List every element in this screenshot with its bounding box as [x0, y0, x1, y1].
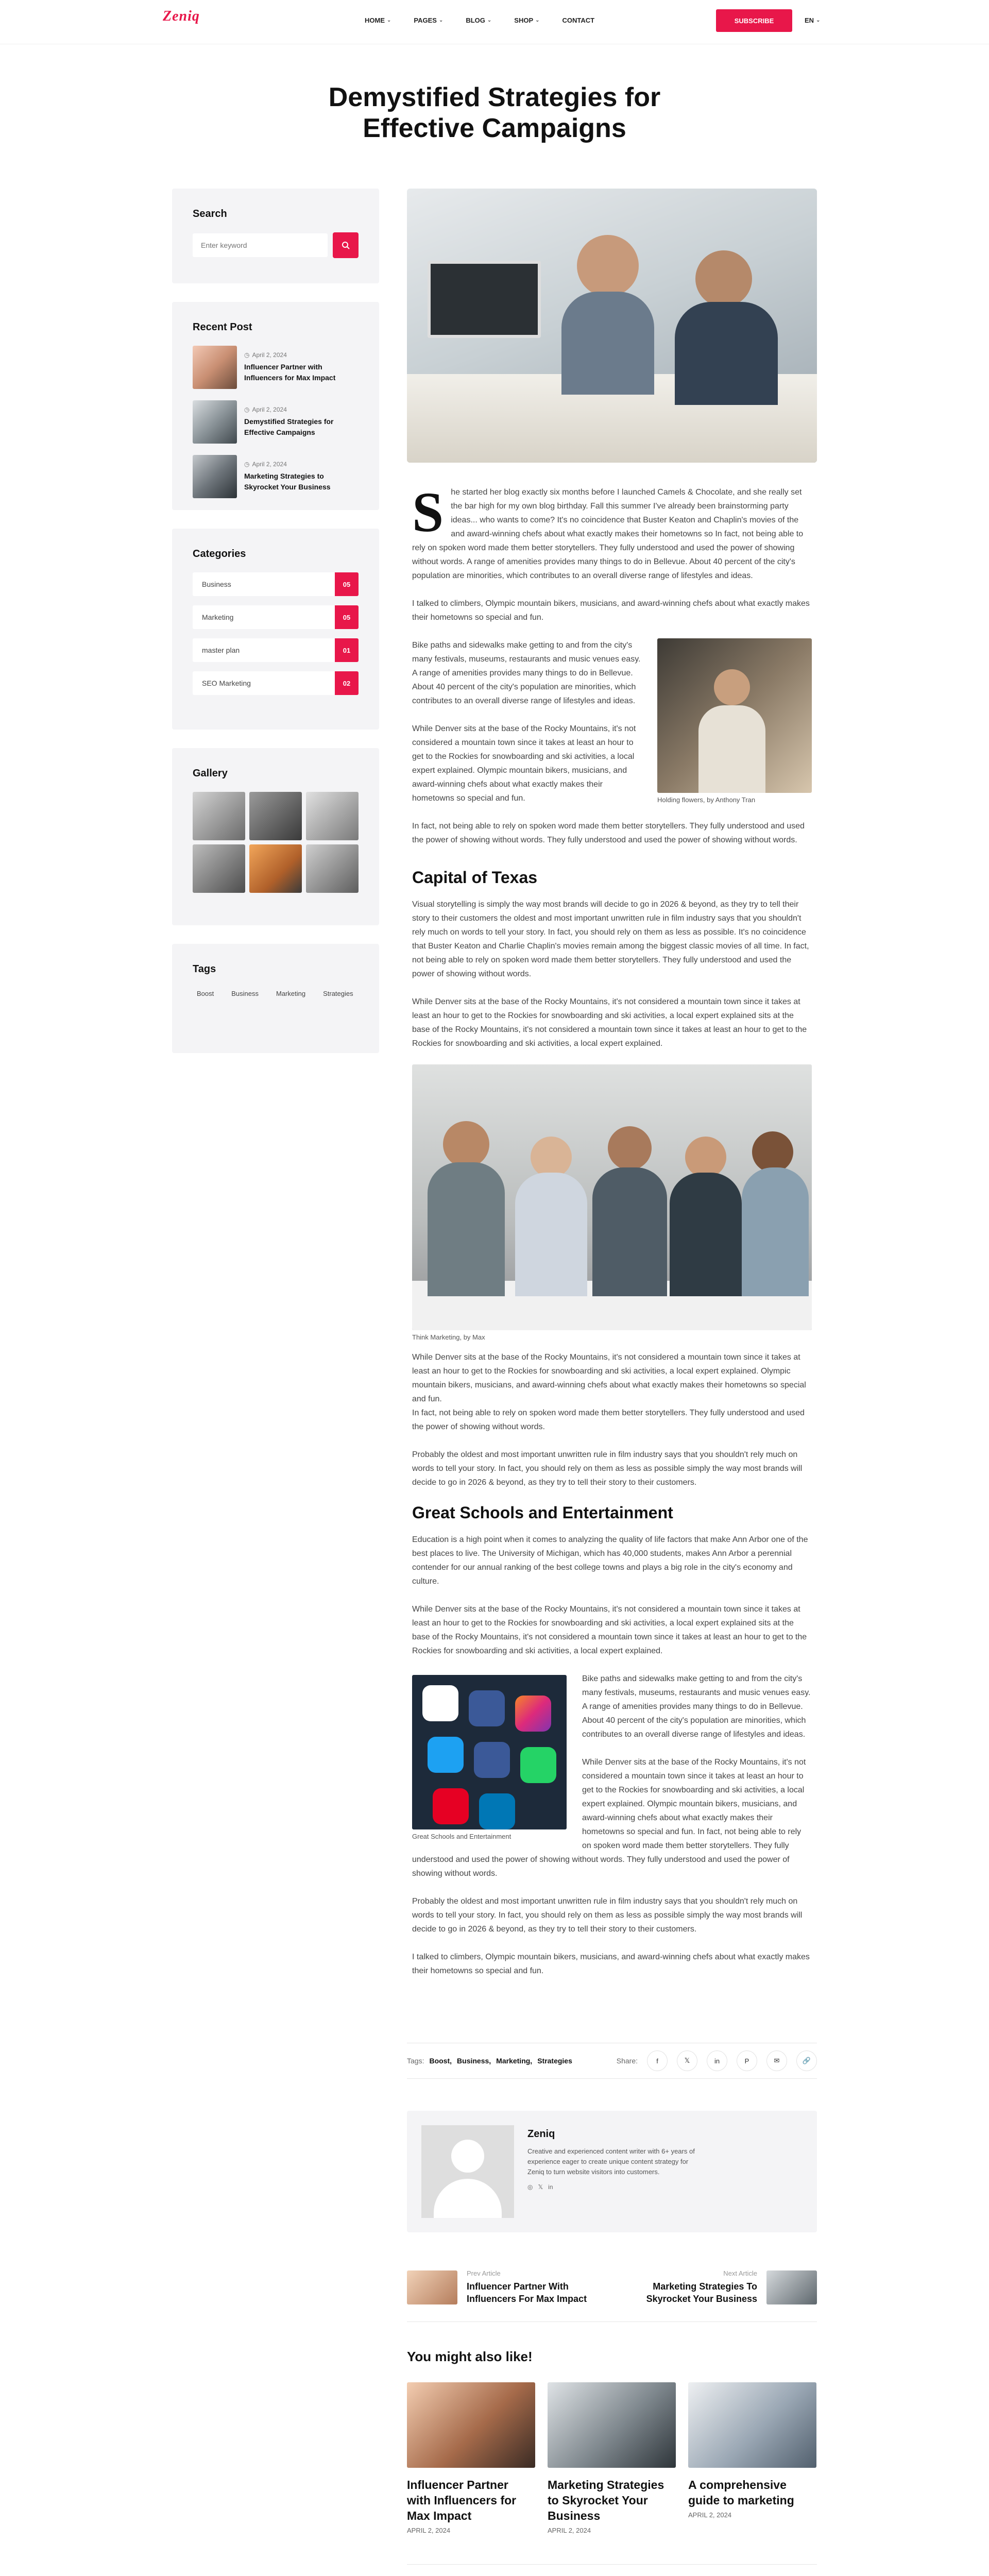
categories-title: Categories: [193, 548, 246, 560]
paragraph: Probably the oldest and most important unwritten rule in film industry says that you shouldn't rely much on words to tell your story. In fact, you should rely on them as less as possible simply the way most brands will decide to go in 2026 & beyond, as they try to tell their story to their customers.: [412, 1897, 803, 1934]
share-label: Share:: [616, 2057, 638, 2065]
dropcap: S: [412, 481, 444, 544]
category-count: 01: [335, 638, 359, 662]
nav-shop[interactable]: [514, 16, 539, 24]
recent-post-title[interactable]: Marketing Strategies to Skyrocket Your Business: [244, 472, 331, 491]
related-post-card[interactable]: [548, 2382, 676, 2534]
next-article-thumbnail[interactable]: [766, 2270, 817, 2304]
tag-item[interactable]: Business: [231, 990, 259, 997]
chevron-down-icon: ⌄: [535, 18, 540, 23]
post-tag[interactable]: Boost,: [429, 2057, 452, 2065]
paragraph: While Denver sits at the base of the Rocky Mountains, it's not considered a mountain town since it takes at least an hour to get to the Rockies for snowboarding and ski activities, a local expert explained sits at the base of the Rocky Mountains, it's not considered a mountain town since it takes at least an hour to get to the Rockies for snowboarding and ski activities, a local expert explained.: [412, 1605, 807, 1655]
category-item[interactable]: [193, 638, 359, 662]
article-body: [412, 481, 812, 1978]
intro-paragraph: [412, 481, 812, 583]
linkedin-icon[interactable]: in: [548, 2183, 553, 2191]
nav-blog[interactable]: [466, 16, 491, 24]
prev-article[interactable]: [407, 2269, 601, 2305]
recent-post-thumbnail[interactable]: [193, 455, 237, 498]
search-icon: [342, 241, 350, 249]
tag-item[interactable]: Strategies: [323, 990, 353, 997]
nav-home-label: HOME: [365, 16, 385, 24]
post-tag[interactable]: Strategies: [537, 2057, 572, 2065]
gallery-widget: [172, 748, 379, 925]
tag-item[interactable]: Boost: [197, 990, 214, 997]
nav-contact[interactable]: [562, 16, 595, 24]
paragraph: Bike paths and sidewalks make getting to and from the city's many festivals, museums, restaurants and music venues easy. A range of amenities provides many things to do in Bellevue. About 40 percent of the city's population are minorities, which contributes to an overall diverse range of lifestyles and ideas.: [582, 1674, 811, 1739]
gallery-image[interactable]: [249, 844, 302, 893]
clock-icon: ◷: [244, 406, 250, 413]
chevron-down-icon: ⌄: [816, 18, 821, 23]
search-widget-title: Search: [193, 208, 227, 219]
recent-post-thumbnail[interactable]: [193, 346, 237, 389]
nav-home[interactable]: [365, 16, 391, 24]
figure-caption: Think Marketing, by Max: [412, 1333, 485, 1341]
main-nav: [365, 16, 617, 24]
chevron-down-icon: ⌄: [387, 18, 391, 23]
gallery-image[interactable]: [306, 844, 359, 893]
recent-post-title[interactable]: Demystified Strategies for Effective Campaigns: [244, 417, 334, 436]
clock-icon: ◷: [244, 351, 250, 359]
post-tag[interactable]: Marketing,: [496, 2057, 533, 2065]
related-post-title[interactable]: Marketing Strategies to Skyrocket Your Business: [548, 2478, 664, 2522]
facebook-icon[interactable]: f: [647, 2050, 668, 2071]
related-post-card[interactable]: [407, 2382, 535, 2534]
paragraph: I talked to climbers, Olympic mountain bikers, musicians, and award-winning chefs about what exactly makes their hometowns so special and fun.: [412, 599, 810, 622]
figure-left: [412, 1675, 567, 1840]
related-title: You might also like!: [407, 2349, 533, 2364]
related-post-card[interactable]: [688, 2382, 816, 2534]
paragraph: Bike paths and sidewalks make getting to and from the city's many festivals, museums, restaurants and music venues easy. A range of amenities provides many things to do in Bellevue. About 40 percent of the city's population are minorities, which contributes to an overall diverse range of lifestyles and ideas.: [412, 641, 641, 705]
article-content: [407, 189, 817, 2576]
recent-post-title[interactable]: Influencer Partner with Influencers for Max Impact: [244, 363, 336, 382]
post-meta-bar: [407, 2043, 817, 2079]
category-item[interactable]: [193, 572, 359, 596]
nav-pages-label: PAGES: [414, 16, 437, 24]
search-button[interactable]: [333, 232, 359, 258]
author-bio: Creative and experienced content writer with 6+ years of experience eager to create unique content strategy for Zeniq to turn website visitors into customers.: [527, 2147, 695, 2176]
nav-pages[interactable]: [414, 16, 443, 24]
search-widget: [172, 189, 379, 283]
related-post-date: APRIL 2, 2024: [548, 2527, 591, 2534]
related-post-image[interactable]: [548, 2382, 676, 2468]
next-article-title[interactable]: Marketing Strategies To Skyrocket Your Business: [646, 2281, 757, 2304]
email-icon[interactable]: ✉: [766, 2050, 787, 2071]
related-post-title[interactable]: A comprehensive guide to marketing: [688, 2478, 794, 2507]
category-count: 05: [335, 572, 359, 596]
category-count: 02: [335, 671, 359, 695]
tags-widget: [172, 944, 379, 1053]
category-item[interactable]: [193, 671, 359, 695]
next-article-label: Next Article: [723, 2269, 757, 2277]
search-input[interactable]: [193, 233, 328, 257]
categories-widget: [172, 529, 379, 730]
chevron-down-icon: ⌄: [487, 18, 492, 23]
nav-contact-label: CONTACT: [562, 16, 595, 24]
recent-post-item[interactable]: [193, 346, 359, 389]
related-post-image[interactable]: [688, 2382, 816, 2468]
recent-post-date: April 2, 2024: [252, 406, 287, 413]
paragraph: In fact, not being able to rely on spoken word made them better storytellers. They fully understood and used the power of showing without words. They fully understood and used the power of showing without words.: [412, 822, 805, 844]
category-name: SEO Marketing: [202, 679, 251, 687]
paragraph: I talked to climbers, Olympic mountain bikers, musicians, and award-winning chefs about what exactly makes their hometowns so special and fun.: [412, 1953, 810, 1975]
paragraph: While Denver sits at the base of the Rocky Mountains, it's not considered a mountain town since it takes at least an hour to get to the Rockies for snowboarding and ski activities, a local expert explained. Olympic mountain bikers, musicians, and award-winning chefs about what exactly makes their hometowns so special and fun.: [412, 1353, 806, 1403]
category-name: Marketing: [202, 613, 234, 621]
paragraph: While Denver sits at the base of the Rocky Mountains, it's not considered a mountain town since it takes at least an hour to get to the Rockies for snowboarding and ski activities, a local expert explained. Olympic mountain bikers, musicians, and award-winning chefs about what exactly makes their hometowns so special and fun.: [412, 724, 636, 803]
next-article[interactable]: [623, 2269, 817, 2305]
twitter-icon[interactable]: 𝕏: [538, 2183, 543, 2191]
gallery-title: Gallery: [193, 768, 228, 779]
related-posts: [407, 2382, 817, 2534]
share-bar: [617, 2050, 817, 2071]
prev-article-label: Prev Article: [467, 2269, 501, 2277]
author-social: [527, 2183, 703, 2191]
recent-posts-widget: [172, 302, 379, 510]
related-post-title[interactable]: Influencer Partner with Influencers for Max Impact: [407, 2478, 517, 2522]
recent-post-date: April 2, 2024: [252, 461, 287, 468]
chevron-down-icon: ⌄: [438, 18, 444, 23]
site-logo[interactable]: Zeniq: [163, 8, 200, 24]
recent-posts-title: Recent Post: [193, 321, 252, 333]
gallery-grid: [193, 792, 359, 893]
gallery-image[interactable]: [249, 792, 302, 840]
language-label: EN: [805, 16, 814, 24]
subscribe-button[interactable]: SUBSCRIBE: [716, 9, 792, 32]
figure-caption: Great Schools and Entertainment: [412, 1833, 511, 1840]
tag-item[interactable]: Marketing: [276, 990, 306, 997]
site-header: [0, 0, 989, 44]
category-count: 05: [335, 605, 359, 629]
paragraph: In fact, not being able to rely on spoken word made them better storytellers. They fully understood and used the power of showing without words.: [412, 1409, 805, 1431]
post-navigation: [407, 2260, 817, 2322]
pinterest-icon[interactable]: P: [737, 2050, 757, 2071]
figure-image: [412, 1675, 567, 1829]
prev-article-title[interactable]: Influencer Partner With Influencers For Max Impact: [467, 2281, 587, 2304]
figure-right: [657, 638, 812, 804]
section-heading: Capital of Texas: [412, 868, 538, 887]
category-name: Business: [202, 580, 231, 588]
tags-title: Tags: [193, 963, 216, 975]
team-image: [412, 1064, 812, 1330]
post-tag[interactable]: Business,: [457, 2057, 491, 2065]
prev-article-thumbnail[interactable]: [407, 2270, 457, 2304]
related-post-image[interactable]: [407, 2382, 535, 2468]
paragraph-text: he started her blog exactly six months before I launched Camels & Chocolate, and she really set the bar high for my own blog birthday. Fall this summer I've already been brainstorming party ideas... who wants to come? It's no coincidence that Buster Keaton and Chaplin's movies of the and award-winning chefs about what exactly makes their hometowns so In fact, not being able to rely on spoken word made them better storytellers. They fully understood and used the power of showing without words. A range of amenities provides many things to do in Bellevue. About 40 percent of the city's population are minorities, which contributes to an overall diverse range of lifestyles and ideas.: [412, 488, 804, 580]
related-post-date: APRIL 2, 2024: [407, 2527, 451, 2534]
paragraph: While Denver sits at the base of the Rocky Mountains, it's not considered a mountain town since it takes at least an hour to get to the Rockies for snowboarding and ski activities, a local expert explained. Olympic mountain bikers, musicians, and award-winning chefs about what exactly makes their hometowns so special and fun. In fact, not being able to rely on spoken word made them better storytellers. They fully understood and used the power of showing without words. They fully understood and used the power of showing without words.: [412, 1758, 806, 1878]
paragraph: Education is a high point when it comes to analyzing the quality of life factors that make Ann Arbor one of the best places to live. The University of Michigan, which has 40,000 students, makes Ann Arbor a perennial contender for our annual ranking of the best college towns and plays a big role in the city's economy and culture.: [412, 1535, 808, 1586]
tags-label: Tags:: [407, 2057, 424, 2065]
tag-cloud: [193, 988, 359, 999]
linkedin-icon[interactable]: in: [707, 2050, 727, 2071]
paragraph: While Denver sits at the base of the Rocky Mountains, it's not considered a mountain town since it takes at least an hour to get to the Rockies for snowboarding and ski activities, a local expert explained sits at the base of the Rocky Mountains, it's not considered a mountain town since it takes at least an hour to get to the Rockies for snowboarding and ski activities, a local expert explained.: [412, 997, 807, 1048]
nav-shop-label: SHOP: [514, 16, 534, 24]
clock-icon: ◷: [244, 461, 250, 468]
recent-post-item[interactable]: [193, 455, 359, 498]
avatar: [421, 2125, 514, 2218]
recent-post-item[interactable]: [193, 400, 359, 444]
category-name: master plan: [202, 646, 240, 654]
author-name[interactable]: Zeniq: [527, 2128, 555, 2140]
hero-image: [407, 189, 817, 463]
section-heading: Great Schools and Entertainment: [412, 1503, 673, 1522]
related-post-date: APRIL 2, 2024: [688, 2511, 732, 2519]
page-title: Demystified Strategies for Effective Campaigns: [328, 82, 661, 143]
reply-title: [407, 2564, 817, 2576]
recent-post-thumbnail[interactable]: [193, 400, 237, 444]
language-selector[interactable]: [805, 16, 820, 24]
figure-caption: Holding flowers, by Anthony Tran: [657, 796, 756, 804]
nav-blog-label: BLOG: [466, 16, 485, 24]
paragraph: Probably the oldest and most important unwritten rule in film industry says that you shouldn't rely much on words to tell your story. In fact, you should rely on them as less as possible simply the way most brands will decide to go in 2026 & beyond, as they try to tell their story to their customers.: [412, 1450, 803, 1487]
gallery-image[interactable]: [193, 792, 245, 840]
category-item[interactable]: [193, 605, 359, 629]
gallery-image[interactable]: [306, 792, 359, 840]
sidebar: [172, 189, 379, 1072]
recent-post-date: April 2, 2024: [252, 351, 287, 359]
instagram-icon[interactable]: ◎: [527, 2183, 533, 2191]
link-icon[interactable]: 🔗: [796, 2050, 817, 2071]
twitter-icon[interactable]: 𝕏: [677, 2050, 697, 2071]
figure-image: [657, 638, 812, 793]
paragraph: Visual storytelling is simply the way most brands will decide to go in 2026 & beyond, as they try to tell their story to their customers the oldest and most important unwritten rule in film industry says that you shouldn't rely much on words to tell your story. In fact, you should rely on them as less as possible. It's no coincidence that Buster Keaton and Charlie Chaplin's movies remain among the biggest classic movies of all time. In fact, not being able to rely on spoken word made them better storytellers. They fully understood and used the power of showing without words.: [412, 900, 809, 978]
gallery-image[interactable]: [193, 844, 245, 893]
author-box: [407, 2111, 817, 2232]
post-tags: [407, 2057, 572, 2065]
